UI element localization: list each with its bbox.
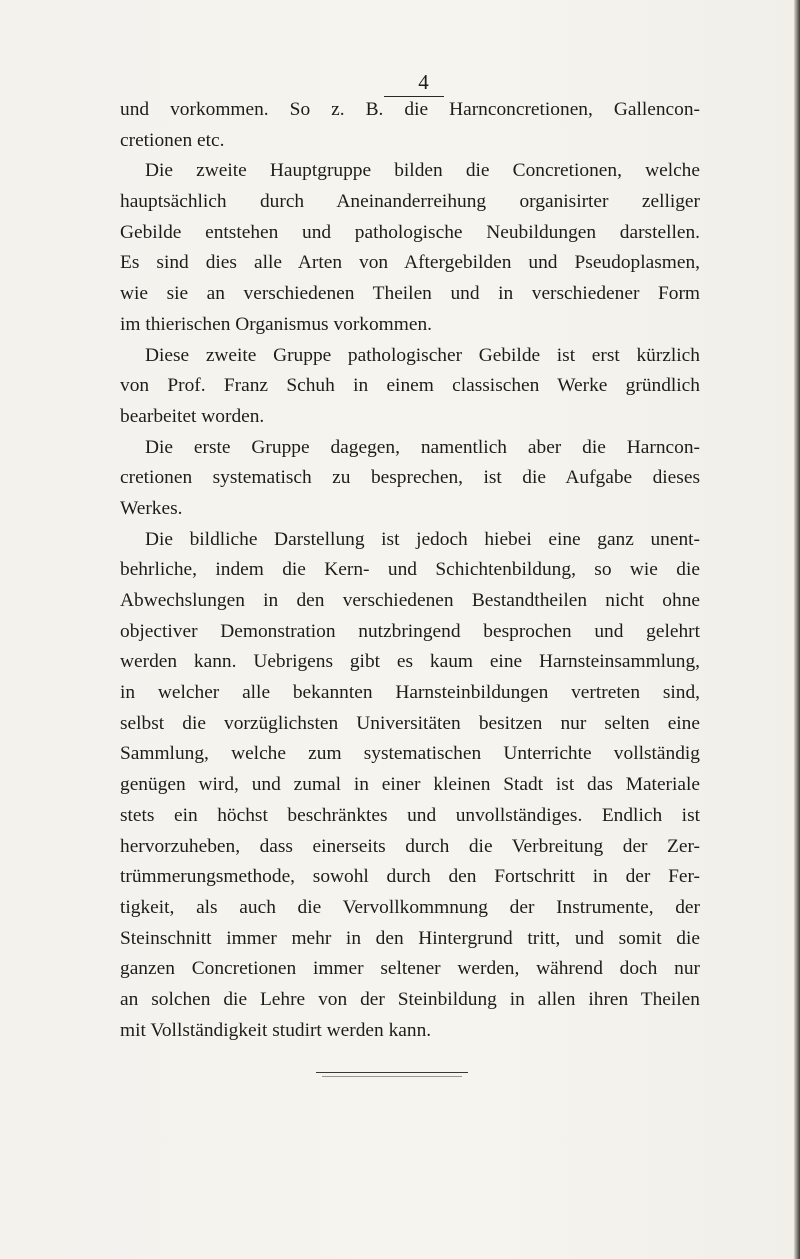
- text-line: im thierischen Organismus vorkommen.: [120, 313, 433, 335]
- text-line: bearbeitet worden.: [120, 405, 265, 427]
- end-rule-shadow: [322, 1076, 462, 1077]
- text-line: Die zweite Hauptgruppe bilden die Concretionen, welche: [145, 160, 700, 182]
- text-line: mit Vollständigkeit studirt werden kann.: [120, 1019, 432, 1041]
- text-line: und vorkommen. So z. B. die Harnconcretionen, Gallencon-: [120, 99, 700, 120]
- text-line: Diese zweite Gruppe pathologischer Gebilde ist erst kürzlich: [145, 344, 700, 366]
- text-line: in welcher alle bekannten Harnsteinbildungen vertreten sind,: [120, 682, 700, 704]
- text-line: Die bildliche Darstellung ist jedoch hiebei eine ganz unent-: [145, 528, 700, 550]
- text-line: von Prof. Franz Schuh in einem classischen Werke gründlich: [120, 375, 700, 397]
- text-line: Werkes.: [120, 497, 183, 519]
- body-text: [120, 95, 700, 1046]
- page-number: 4: [418, 70, 430, 94]
- text-line: hervorzuheben, dass einerseits durch die Verbreitung der Zer-: [120, 835, 700, 857]
- text-line: Sammlung, welche zum systematischen Unterrichte vollständig: [120, 743, 700, 765]
- text-line: hauptsächlich durch Aneinanderreihung organisirter zelliger: [120, 191, 700, 213]
- text-line: cretionen systematisch zu besprechen, ist die Aufgabe dieses: [120, 467, 700, 489]
- text-line: Steinschnitt immer mehr in den Hintergrund tritt, und somit die: [120, 927, 700, 949]
- text-line: trümmerungsmethode, sowohl durch den Fortschritt in der Fer-: [120, 866, 700, 888]
- text-line: tigkeit, als auch die Vervollkommnung der Instrumente, der: [120, 896, 700, 918]
- text-line: objectiver Demonstration nutzbringend besprochen und gelehrt: [120, 620, 700, 642]
- text-line: wie sie an verschiedenen Theilen und in verschiedener Form: [120, 283, 700, 305]
- text-line: ganzen Concretionen immer seltener werden, während doch nur: [120, 958, 700, 980]
- text-line: an solchen die Lehre von der Steinbildung in allen ihren Theilen: [120, 988, 700, 1010]
- end-rule: [316, 1072, 468, 1073]
- text-line: Es sind dies alle Arten von Aftergebilden und Pseudoplasmen,: [120, 252, 700, 274]
- text-line: Die erste Gruppe dagegen, namentlich aber die Harncon-: [145, 436, 700, 458]
- text-line: selbst die vorzüglichsten Universitäten besitzen nur selten eine: [120, 712, 700, 734]
- text-line: Abwechslungen in den verschiedenen Bestandtheilen nicht ohne: [120, 590, 700, 611]
- text-line: behrliche, indem die Kern- und Schichtenbildung, so wie die: [120, 559, 700, 581]
- text-line: cretionen etc.: [120, 129, 225, 151]
- text-line: werden kann. Uebrigens gibt es kaum eine Harnsteinsammlung,: [120, 651, 700, 673]
- text-line: Gebilde entstehen und pathologische Neubildungen darstellen.: [120, 221, 700, 243]
- page-edge: [794, 0, 800, 1259]
- text-line: genügen wird, und zumal in einer kleinen Stadt ist das Materiale: [120, 774, 700, 796]
- text-line: stets ein höchst beschränktes und unvollständiges. Endlich ist: [120, 804, 700, 826]
